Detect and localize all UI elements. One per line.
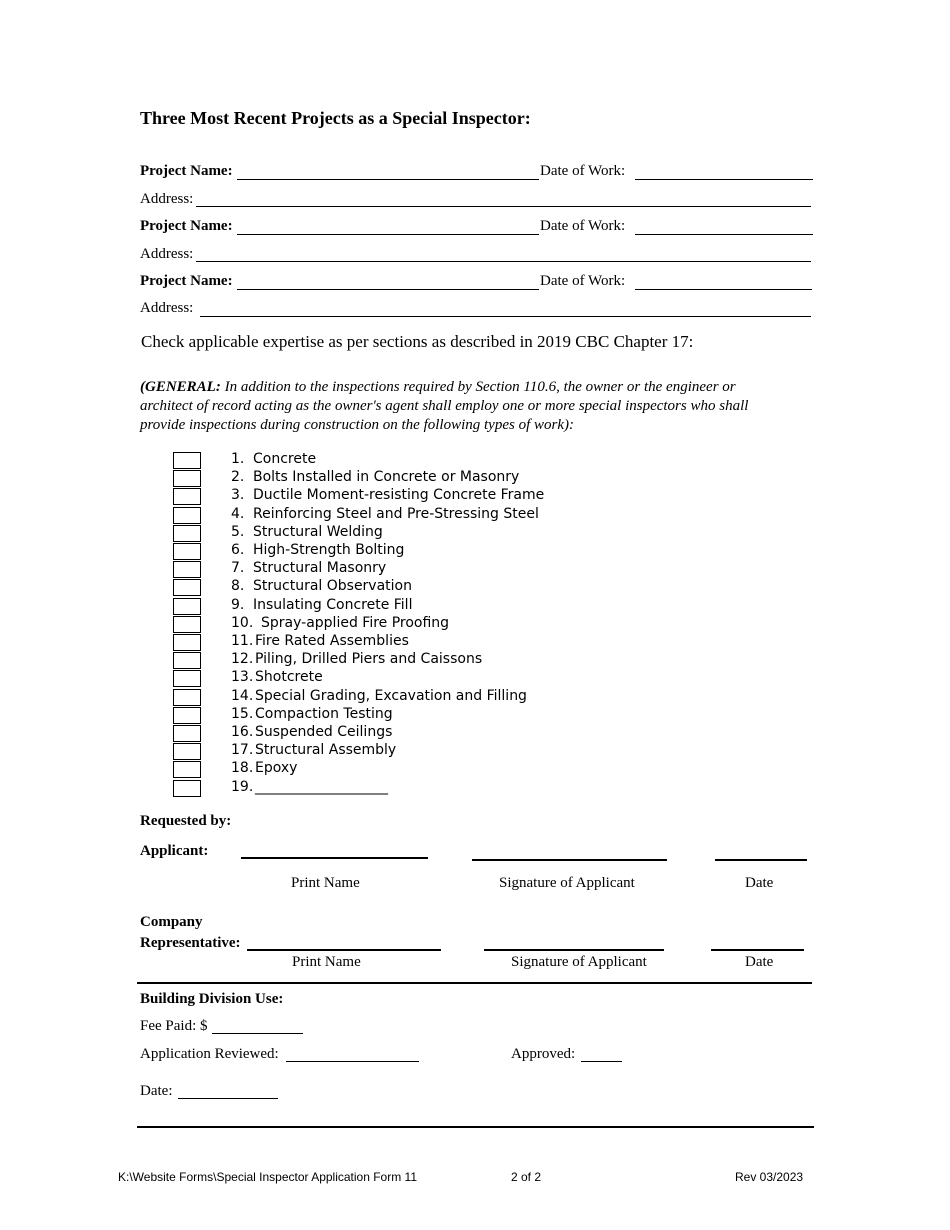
expertise-checkbox[interactable] xyxy=(173,689,201,706)
expertise-item-number: 17. xyxy=(231,742,254,758)
expertise-checkbox[interactable] xyxy=(173,743,201,760)
expertise-checkbox[interactable] xyxy=(173,598,201,615)
date-label: Date: xyxy=(140,1083,173,1099)
company-print-name-field[interactable] xyxy=(247,949,441,951)
expertise-item-label: Structural Welding xyxy=(253,524,383,540)
footer-page-number: 2 of 2 xyxy=(511,1170,542,1184)
expertise-item xyxy=(231,760,297,776)
building-division-heading: Building Division Use: xyxy=(140,991,284,1007)
general-text: In addition to the inspections required by Section 110.6, the owner or the engineer or architect of record acting as the owner's agent shall employ one or more special inspectors who shall provide inspections during construction on the following types of work): xyxy=(140,379,749,433)
section-title: Three Most Recent Projects as a Special Inspector: xyxy=(140,108,531,128)
expertise-item-number: 14. xyxy=(231,688,254,704)
expertise-item-number: 19. xyxy=(231,779,254,795)
expertise-checkbox[interactable] xyxy=(173,488,201,505)
expertise-item xyxy=(231,688,527,704)
approved-label: Approved: xyxy=(511,1046,576,1062)
expertise-item xyxy=(231,742,396,758)
application-reviewed-field[interactable] xyxy=(286,1061,419,1062)
expertise-item xyxy=(231,597,412,613)
applicant-print-name-field[interactable] xyxy=(241,857,428,859)
expertise-item-label: Fire Rated Assemblies xyxy=(255,633,409,649)
project-name-field-1[interactable] xyxy=(237,179,539,180)
fee-paid-field[interactable] xyxy=(212,1033,303,1034)
applicant-signature-caption: Signature of Applicant xyxy=(499,875,635,891)
section-divider xyxy=(137,982,812,984)
footer-path: K:\Website Forms\Special Inspector Application Form 11 xyxy=(118,1170,418,1184)
expertise-item-number: 18. xyxy=(231,760,254,776)
project-name-label-2: Project Name: xyxy=(140,218,233,234)
representative-label: Representative: xyxy=(140,935,241,951)
expertise-checkbox[interactable] xyxy=(173,725,201,742)
approved-field[interactable] xyxy=(581,1061,622,1062)
address-label-1: Address: xyxy=(140,191,194,207)
expertise-checkbox[interactable] xyxy=(173,616,201,633)
expertise-item-label: Ductile Moment-resisting Concrete Frame xyxy=(253,487,545,503)
expertise-heading: Check applicable expertise as per sections as described in 2019 CBC Chapter 17: xyxy=(141,332,694,351)
expertise-item-label: Piling, Drilled Piers and Caissons xyxy=(255,651,483,667)
expertise-checkbox[interactable] xyxy=(173,452,201,469)
expertise-item-number: 9. xyxy=(231,597,245,613)
date-of-work-label-2: Date of Work: xyxy=(540,218,626,234)
company-date-field[interactable] xyxy=(711,949,804,951)
applicant-label: Applicant: xyxy=(140,843,209,859)
expertise-item-label: Spray-applied Fire Proofing xyxy=(261,615,450,631)
expertise-item-label: Insulating Concrete Fill xyxy=(253,597,413,613)
expertise-item xyxy=(231,578,412,594)
expertise-checkbox[interactable] xyxy=(173,507,201,524)
date-of-work-label-3: Date of Work: xyxy=(540,273,626,289)
expertise-item-number: 6. xyxy=(231,542,245,558)
expertise-item xyxy=(231,542,404,558)
expertise-item-label: Shotcrete xyxy=(255,669,323,685)
expertise-item xyxy=(231,560,386,576)
company-date-caption: Date xyxy=(745,954,774,970)
expertise-item-number: 10. xyxy=(231,615,254,631)
application-reviewed-label: Application Reviewed: xyxy=(140,1046,279,1062)
expertise-item-number: 5. xyxy=(231,524,245,540)
requested-by-label: Requested by: xyxy=(140,813,232,829)
general-lead: (GENERAL: xyxy=(140,379,221,395)
date-of-work-field-1[interactable] xyxy=(635,179,813,180)
expertise-item xyxy=(231,724,392,740)
expertise-item-number: 2. xyxy=(231,469,245,485)
expertise-checkbox[interactable] xyxy=(173,579,201,596)
address-field-1[interactable] xyxy=(196,206,811,207)
expertise-item-label: Structural Observation xyxy=(253,578,412,594)
address-label-3: Address: xyxy=(140,300,194,316)
expertise-item xyxy=(231,651,482,667)
expertise-item xyxy=(231,669,323,685)
footer-revision: Rev 03/2023 xyxy=(735,1170,804,1184)
expertise-item xyxy=(231,615,449,631)
date-of-work-field-2[interactable] xyxy=(635,234,813,235)
company-signature-field[interactable] xyxy=(484,949,664,951)
expertise-item-label: Compaction Testing xyxy=(255,706,393,722)
expertise-item-label: Bolts Installed in Concrete or Masonry xyxy=(253,469,520,485)
date-of-work-field-3[interactable] xyxy=(635,289,812,290)
expertise-item-label: Suspended Ceilings xyxy=(255,724,393,740)
expertise-item-number: 4. xyxy=(231,506,245,522)
expertise-checkbox[interactable] xyxy=(173,670,201,687)
expertise-item-label: Epoxy xyxy=(255,760,298,776)
expertise-item-label: Reinforcing Steel and Pre-Stressing Steel xyxy=(253,506,539,522)
expertise-item xyxy=(231,633,409,649)
expertise-checkbox[interactable] xyxy=(173,780,201,797)
project-name-label-1: Project Name: xyxy=(140,163,233,179)
bottom-divider xyxy=(137,1126,814,1128)
expertise-item-label: Concrete xyxy=(253,451,317,467)
expertise-item xyxy=(231,469,519,485)
expertise-item-number: 8. xyxy=(231,578,245,594)
expertise-item-number: 7. xyxy=(231,560,245,576)
applicant-signature-field[interactable] xyxy=(472,859,667,861)
expertise-checkbox[interactable] xyxy=(173,761,201,778)
date-of-work-label-1: Date of Work: xyxy=(540,163,626,179)
address-field-2[interactable] xyxy=(196,261,811,262)
date-field[interactable] xyxy=(178,1098,278,1099)
expertise-item-number: 11. xyxy=(231,633,254,649)
project-name-label-3: Project Name: xyxy=(140,273,233,289)
expertise-checkbox[interactable] xyxy=(173,561,201,578)
expertise-item xyxy=(231,506,539,522)
expertise-item-number: 12. xyxy=(231,651,254,667)
company-label: Company xyxy=(140,914,203,930)
expertise-item-label: High-Strength Bolting xyxy=(253,542,405,558)
expertise-item-label: Structural Masonry xyxy=(253,560,387,576)
project-name-field-3[interactable] xyxy=(237,289,539,290)
applicant-print-name-caption: Print Name xyxy=(291,875,360,891)
expertise-item xyxy=(231,524,383,540)
address-label-2: Address: xyxy=(140,246,194,262)
expertise-item-number: 15. xyxy=(231,706,254,722)
expertise-item-label: Structural Assembly xyxy=(255,742,397,758)
applicant-date-caption: Date xyxy=(745,875,774,891)
expertise-checkbox[interactable] xyxy=(173,543,201,560)
expertise-item xyxy=(231,706,393,722)
expertise-item xyxy=(231,487,544,503)
expertise-item-label: Special Grading, Excavation and Filling xyxy=(255,688,527,704)
expertise-checkbox[interactable] xyxy=(173,470,201,487)
company-print-name-caption: Print Name xyxy=(292,954,361,970)
expertise-checkbox[interactable] xyxy=(173,634,201,651)
expertise-item xyxy=(231,779,388,795)
address-field-3[interactable] xyxy=(200,316,811,317)
expertise-item xyxy=(231,451,316,467)
project-name-field-2[interactable] xyxy=(237,234,539,235)
fee-paid-label: Fee Paid: $ xyxy=(140,1018,208,1034)
applicant-date-field[interactable] xyxy=(715,859,807,861)
expertise-checkbox[interactable] xyxy=(173,525,201,542)
expertise-checkbox[interactable] xyxy=(173,652,201,669)
general-paragraph xyxy=(140,378,790,435)
expertise-checkbox[interactable] xyxy=(173,707,201,724)
company-signature-caption: Signature of Applicant xyxy=(511,954,647,970)
expertise-item-number: 1. xyxy=(231,451,245,467)
expertise-item-number: 16. xyxy=(231,724,254,740)
expertise-item-label: ___________________ xyxy=(255,779,388,795)
expertise-item-number: 3. xyxy=(231,487,245,503)
expertise-item-number: 13. xyxy=(231,669,254,685)
